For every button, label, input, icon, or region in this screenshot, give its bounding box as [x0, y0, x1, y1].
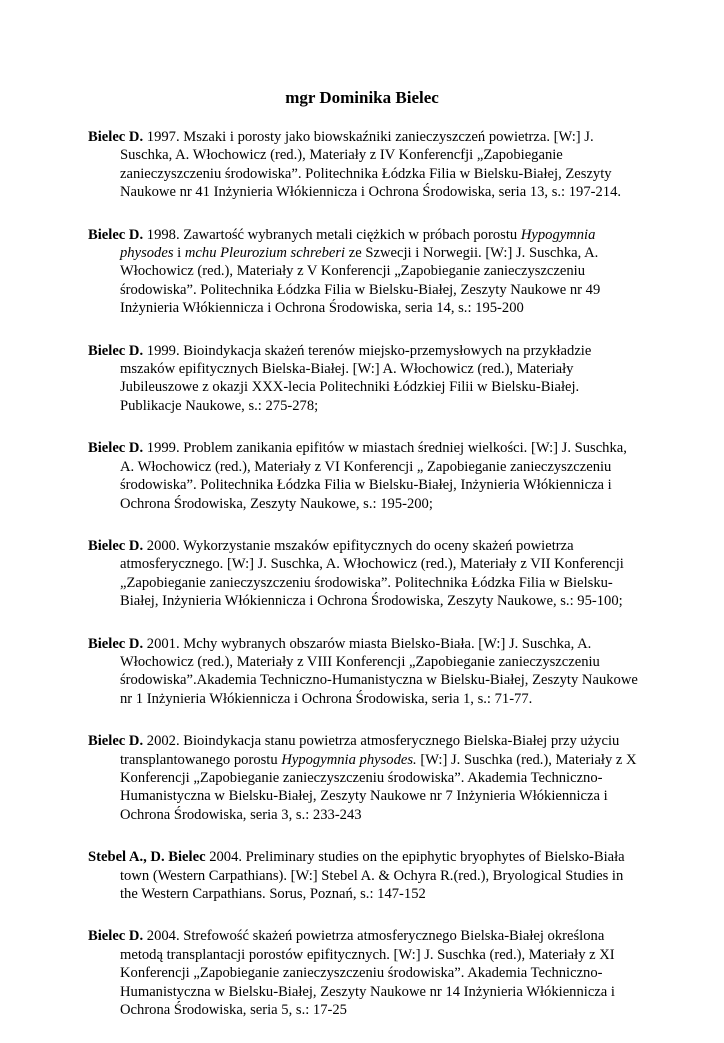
entry-author: Bielec D.: [88, 129, 144, 145]
page-title: mgr Dominika Bielec: [285, 88, 439, 107]
entry-author: Stebel A., D. Bielec: [88, 849, 206, 866]
bibliography-entry: [88, 927, 640, 1019]
entry-text: [W:] J. Suschka (red.), Materiały z X Konferencji „Zapobieganie zanieczyszczeniu środowiska”. Akademia Techniczno-Humanistyczna w Bielsku-Białej, Zeszyty Naukowe nr 7 Inżynieria Włókiennicza i Ochrona Środowiska, seria 3, s.: 233-243: [120, 751, 637, 823]
entry-text: ze Szwecji i Norwegii. [W:] J. Suschka, A. Włochowicz (red.), Materiały z V Konferencji „Zapobieganie zanieczyszczeniu środowiska”. Politechnika Łódzka Filia w Bielsku-Białej, Zeszyty Naukowe nr 49 Inżynieria Włókiennicza i Ochrona Środowiska, seria 14, s.: 195-200: [120, 245, 601, 317]
entry-text: 2002. Bioindykacja stanu powietrza atmosferycznego Bielska-Białej przy użyciu transplantowanego porostu: [120, 733, 620, 768]
entry-text: 2004. Strefowość skażeń powietrza atmosferycznego Bielska-Białej określona metodą transplantacji porostów epifitycznych. [W:] J. Suschka (red.), Materiały z XI Konferencji „Zapobieganie zanieczyszczeniu środowiska”. Akademia Techniczno-Humanistyczna w Bielsku-Białej, Zeszyty Naukowe nr 14 Inżynieria Włókiennicza i Ochrona Środowiska, seria 5, s.: 17-25: [120, 928, 615, 1019]
bibliography-list: [88, 128, 640, 1043]
entry-text: 1998. Zawartość wybranych metali ciężkich w próbach porostu: [143, 226, 521, 243]
entry-author: Bielec D.: [88, 733, 144, 750]
entry-author: Bielec D.: [88, 342, 144, 359]
bibliography-entry: [88, 848, 640, 903]
entry-text: 2000. Wykorzystanie mszaków epifitycznych do oceny skażeń powietrza atmosferycznego. [W:] J. Suschka, A. Włochowicz (red.), Materiały z VII Konferencji „Zapobieganie zanieczyszczeniu środowiska”. Politechnika Łódzka Filia w Bielsku-Białej, Inżynieria Włókiennicza i Ochrona Środowiska, Zeszyty Naukowe, s.: 95-100;: [120, 537, 624, 610]
entry-author: Bielec D.: [88, 226, 144, 243]
entry-text: 1999. Problem zanikania epifitów w miastach średniej wielkości. [W:] J. Suschka, A. Włochowicz (red.), Materiały z VI Konferencji „ Zapobieganie zanieczyszczeniu środowiska”. Politechnika Łódzka Filia w Bielsku-Białej, Inżynieria Włókiennicza i Ochrona Środowiska, Zeszyty Naukowe, s.: 195-200;: [120, 440, 627, 512]
bibliography-entry: [88, 732, 640, 824]
entry-author: Bielec D.: [88, 635, 144, 652]
entry-text: 2004. Preliminary studies on the epiphytic bryophytes of Bielsko-Biała town (Western Carpathians). [W:] Stebel A. & Ochyra R.(red.), Bryological Studies in the Western Carpathians. Sorus, Poznań, s.: 147-152: [120, 849, 625, 902]
bibliography-entry: [88, 342, 640, 416]
entry-author: Bielec D.: [88, 928, 144, 945]
entry-author: Bielec D.: [88, 440, 144, 457]
bibliography-entry: [88, 635, 640, 709]
bibliography-entry: [88, 537, 640, 611]
bibliography-entry: [88, 128, 640, 202]
entry-italic-text: Hypogymnia physodes.: [281, 751, 417, 768]
entry-text: 1999. Bioindykacja skażeń terenów miejsko-przemysłowych na przykładzie mszaków epifitycznych Bielska-Białej. [W:] A. Włochowicz (red.), Materiały Jubileuszowe z okazji XXX-lecia Politechniki Łódzkiej Filii w Bielsku-Białej. Publikacje Naukowe, s.: 275-278;: [120, 342, 592, 414]
entry-author: Bielec D.: [88, 537, 144, 554]
entry-text: 2001. Mchy wybranych obszarów miasta Bielsko-Biała. [W:] J. Suschka, A. Włochowicz (red.), Materiały z VIII Konferencji „Zapobieganie zanieczyszczeniu środowiska”.Akademia Techniczno-Humanistyczna w Bielsku-Białej, Zeszyty Naukowe nr 1 Inżynieria Włókiennicza i Ochrona Środowiska, seria 1, s.: 71-77.: [120, 635, 638, 707]
entry-text: i: [173, 245, 185, 262]
entry-text: 1997. Mszaki i porosty jako biowskaźniki zanieczyszczeń powietrza. [W:] J. Suschka, A. Włochowicz (red.), Materiały z IV Konferencfji „Zapobieganie zanieczyszczeniu środowiska”. Politechnika Łódzka Filia w Bielsku-Białej, Zeszyty Naukowe nr 41 Inżynieria Włókiennicza i Ochrona Środowiska, seria 13, s.: 197-214.: [120, 129, 622, 201]
entry-italic-text: mchu Pleurozium schreberi: [184, 245, 346, 262]
entry-italic-text: Hypogymnia physodes: [120, 226, 596, 262]
bibliography-entry: [88, 226, 640, 318]
bibliography-entry: [88, 439, 640, 513]
